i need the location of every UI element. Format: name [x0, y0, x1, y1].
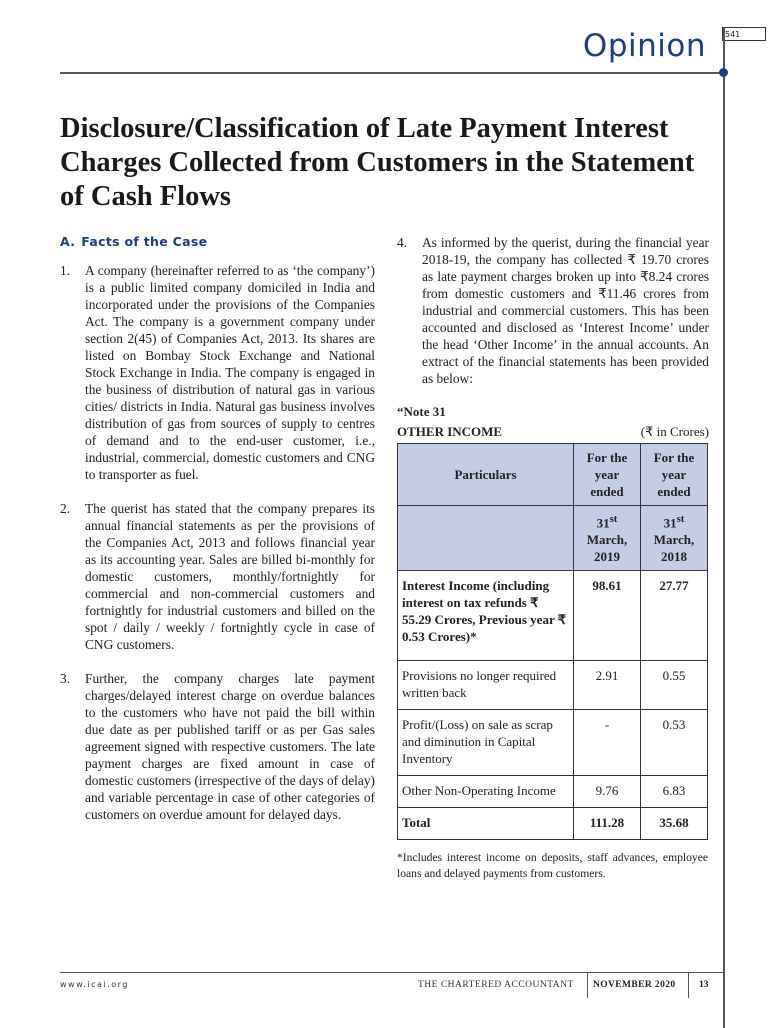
article-title: Disclosure/Classification of Late Payment Interest Charges Collected from Customers in the Statement of Cash Flows	[60, 113, 695, 212]
row-label: Provisions no longer required written back	[398, 661, 574, 710]
header-rule	[60, 72, 723, 74]
note-label: “Note 31	[397, 404, 446, 419]
row-value-2019: 98.61	[574, 571, 641, 661]
row-value-2018: 0.53	[641, 710, 708, 776]
paragraph-2	[60, 500, 375, 653]
footer-journal-name: THE CHARTERED ACCOUNTANT	[418, 980, 574, 990]
row-label: Interest Income (including interest on tax refunds ₹ 55.29 Crores, Previous year ₹ 0.53 Crores)*	[398, 571, 574, 661]
footer-url-link[interactable]: www.icai.org	[60, 980, 129, 989]
row-value-2019: -	[574, 710, 641, 776]
row-value-2018: 0.55	[641, 661, 708, 710]
table-caption	[397, 424, 709, 440]
paragraph-text: As informed by the querist, during the financial year 2018-19, the company has collected ₹ 19.70 crores as late payment charges broken up into ₹8.24 crores from domestic customers and ₹11.46 crores from industrial and commercial customers. This has been accounted and disclosed as ‘Interest Income’ under the head ‘Other Income’ in the annual accounts. An extract of the financial statements has been provided as below:	[422, 235, 709, 386]
margin-rule	[723, 28, 725, 1028]
header-date-2019	[574, 506, 641, 571]
row-label: Total	[398, 808, 574, 840]
paragraph-number: 3.	[60, 671, 71, 686]
table-row	[398, 776, 708, 808]
table-row	[398, 710, 708, 776]
footer-divider	[587, 972, 588, 998]
paragraph-number: 1.	[60, 263, 71, 278]
paragraph-4	[397, 234, 709, 387]
footer-page-number: 13	[699, 980, 709, 990]
paragraph-number: 2.	[60, 501, 71, 516]
row-value-2019: 2.91	[574, 661, 641, 710]
table-footnote: *Includes interest income on deposits, staff advances, employee loans and delayed payments from customers.	[397, 851, 708, 881]
row-value-2018: 6.83	[641, 776, 708, 808]
other-income-table	[397, 443, 708, 840]
date-day: 31	[596, 515, 610, 531]
left-column	[60, 234, 375, 840]
date-rest: March, 2019	[586, 532, 628, 565]
table-unit: (₹ in Crores)	[640, 424, 709, 439]
date-suffix: st	[609, 513, 618, 525]
section-heading-text: Facts of the Case	[81, 234, 208, 249]
paragraph-3	[60, 670, 375, 823]
right-column	[397, 234, 709, 882]
paragraph-text: Further, the company charges late payment charges/delayed interest charge on overdue balances to the customers who have not paid the bill within due date as per published tariff or as per Gas sales agreement signed with respective customers. The late payment charges are fixed amount in case of domestic customers (irrespective of the days of delay) and variable percentage in case of other categories of customers on overdue amount for delayed days.	[85, 671, 375, 822]
date-rest: March, 2018	[653, 532, 695, 565]
date-suffix: st	[676, 513, 685, 525]
row-value-2019: 111.28	[574, 808, 641, 840]
table-title: OTHER INCOME	[397, 424, 503, 439]
row-label: Profit/(Loss) on sale as scrap and diminution in Capital Inventory	[398, 710, 574, 776]
header-date-2018	[641, 506, 708, 571]
paragraph-number: 4.	[397, 235, 408, 250]
section-heading	[60, 234, 375, 249]
header-2019: For the year ended	[574, 444, 641, 506]
header-particulars: Particulars	[398, 444, 574, 506]
table-date-row	[398, 506, 708, 571]
rule-dot-icon	[719, 68, 728, 77]
paragraph-text: The querist has stated that the company prepares its annual financial statements as per the provisions of the Companies Act, 2013 and follows financial year as its accounting year. Sales are billed bi-monthly for domestic customers, monthly/fortnightly for commercial and non-commercial customers and fortnightly for industrial customers and billed on the spot / daily / weekly / fortnightly cycle in case of CNG customers.	[85, 501, 375, 652]
footer-rule	[60, 972, 723, 973]
section-label: Opinion	[582, 28, 706, 64]
footer-issue-date: NOVEMBER 2020	[593, 980, 676, 990]
paragraph-1	[60, 262, 375, 483]
header-blank	[398, 506, 574, 571]
header-2018: For the year ended	[641, 444, 708, 506]
date-day: 31	[663, 515, 677, 531]
table-total-row	[398, 808, 708, 840]
row-value-2019: 9.76	[574, 776, 641, 808]
table-row	[398, 661, 708, 710]
section-letter: A.	[60, 234, 76, 249]
page-number-box: 541	[722, 27, 766, 41]
paragraph-text: A company (hereinafter referred to as ‘the company’) is a public limited company domiciled in India and incorporated under the provisions of the Companies Act. The company is a government company under section 2(45) of Companies Act, 2013. Its shares are listed on Bombay Stock Exchange and National Stock Exchange in India. The company is engaged in the business of distribution of natural gas in various cities/ districts in India. Natural gas business involves distribution of gas from sources of supply to centres of demand and to the end-user customer, i.e., industrial, commercial, domestic customers and CNG to transporter as fuel.	[85, 263, 375, 482]
table-header-row	[398, 444, 708, 506]
footer-divider	[688, 972, 689, 998]
row-value-2018: 35.68	[641, 808, 708, 840]
table-row	[398, 571, 708, 661]
row-value-2018: 27.77	[641, 571, 708, 661]
row-label: Other Non-Operating Income	[398, 776, 574, 808]
